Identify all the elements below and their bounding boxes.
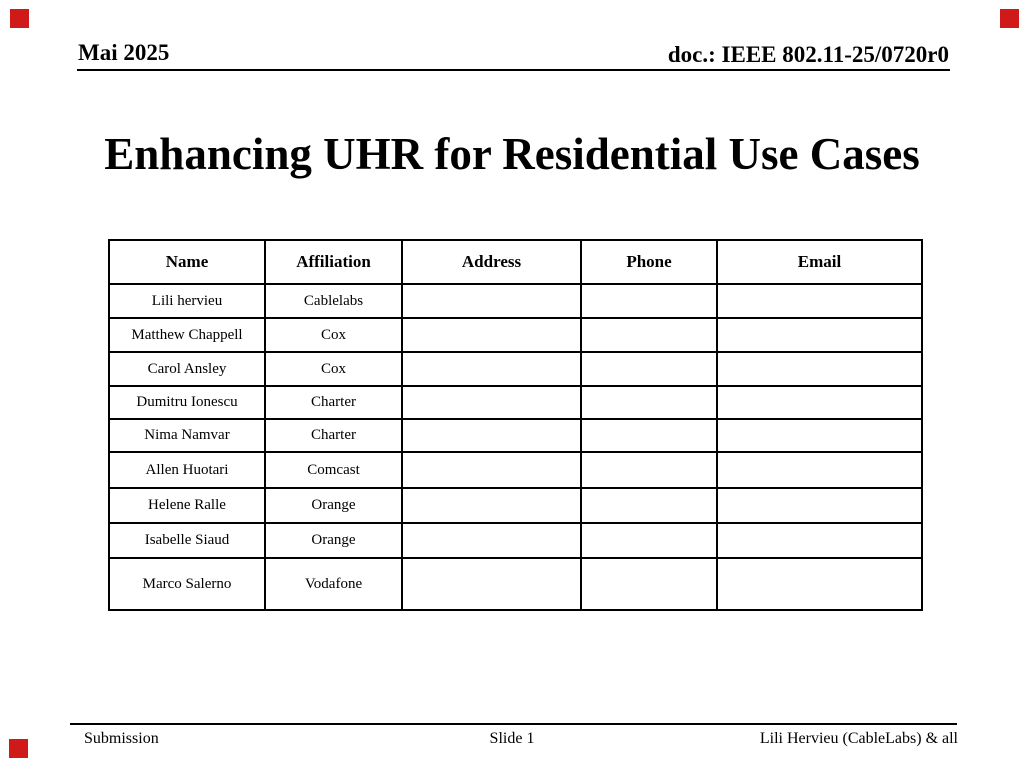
cell-name: Lili hervieu	[109, 284, 265, 318]
footer-author: Lili Hervieu (CableLabs) & all	[759, 730, 958, 747]
table-row	[109, 352, 922, 386]
column-header-phone: Phone	[581, 240, 717, 284]
table-row	[109, 523, 922, 558]
cell-name: Helene Ralle	[109, 488, 265, 523]
table-row	[109, 452, 922, 488]
corner-marker-top-left	[10, 9, 29, 28]
cell-affiliation: Orange	[265, 523, 402, 558]
cell-name: Carol Ansley	[109, 352, 265, 386]
cell-email	[717, 352, 922, 386]
cell-affiliation: Cox	[265, 352, 402, 386]
footer-rule	[70, 723, 957, 725]
cell-phone	[581, 284, 717, 318]
cell-affiliation: Charter	[265, 419, 402, 452]
table-row	[109, 419, 922, 452]
cell-email	[717, 318, 922, 352]
cell-name: Isabelle Siaud	[109, 523, 265, 558]
table-row	[109, 558, 922, 610]
cell-name: Nima Namvar	[109, 419, 265, 452]
cell-address	[402, 558, 581, 610]
table-row	[109, 318, 922, 352]
cell-phone	[581, 386, 717, 419]
cell-affiliation: Cox	[265, 318, 402, 352]
column-header-name: Name	[109, 240, 265, 284]
cell-address	[402, 488, 581, 523]
cell-name: Marco Salerno	[109, 558, 265, 610]
cell-email	[717, 558, 922, 610]
cell-address	[402, 352, 581, 386]
cell-name: Dumitru Ionescu	[109, 386, 265, 419]
header-rule	[77, 69, 950, 71]
footer-slide-number: Slide 1	[489, 730, 535, 747]
footer-submission-label: Submission	[84, 730, 159, 747]
cell-name: Allen Huotari	[109, 452, 265, 488]
cell-email	[717, 488, 922, 523]
table-row	[109, 386, 922, 419]
cell-phone	[581, 558, 717, 610]
cell-address	[402, 318, 581, 352]
slide-title: Enhancing UHR for Residential Use Cases	[104, 129, 920, 179]
cell-phone	[581, 352, 717, 386]
corner-marker-top-right	[1000, 9, 1019, 28]
cell-address	[402, 452, 581, 488]
column-header-address: Address	[402, 240, 581, 284]
cell-affiliation: Vodafone	[265, 558, 402, 610]
cell-affiliation: Cablelabs	[265, 284, 402, 318]
table-row	[109, 284, 922, 318]
header-doc-number: doc.: IEEE 802.11-25/0720r0	[667, 42, 949, 67]
cell-affiliation: Charter	[265, 386, 402, 419]
contributors-table	[108, 239, 923, 611]
cell-address	[402, 284, 581, 318]
cell-address	[402, 523, 581, 558]
cell-email	[717, 386, 922, 419]
table-row	[109, 488, 922, 523]
cell-phone	[581, 452, 717, 488]
cell-email	[717, 523, 922, 558]
cell-affiliation: Orange	[265, 488, 402, 523]
column-header-affiliation: Affiliation	[265, 240, 402, 284]
cell-email	[717, 419, 922, 452]
cell-email	[717, 452, 922, 488]
cell-phone	[581, 488, 717, 523]
cell-phone	[581, 523, 717, 558]
table-header-row	[109, 240, 922, 284]
cell-phone	[581, 318, 717, 352]
cell-affiliation: Comcast	[265, 452, 402, 488]
cell-address	[402, 419, 581, 452]
cell-name: Matthew Chappell	[109, 318, 265, 352]
header-date: Mai 2025	[78, 40, 170, 65]
column-header-email: Email	[717, 240, 922, 284]
cell-address	[402, 386, 581, 419]
cell-phone	[581, 419, 717, 452]
cell-email	[717, 284, 922, 318]
